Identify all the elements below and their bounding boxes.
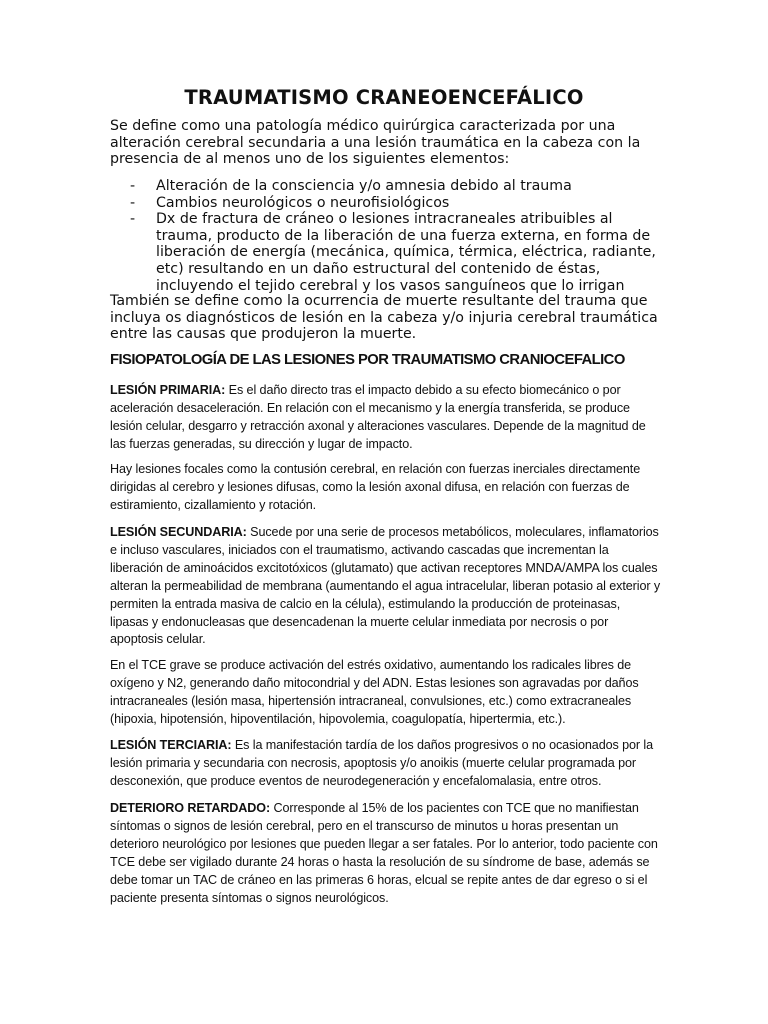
focal-lesions-paragraph: Hay lesiones focales como la contusión cerebral, en relación con fuerzas inerciales directamente dirigidas al cerebro y lesiones difusas, como la lesión axonal difusa, en relación con fuerzas de estiramiento, cizallamiento y rotación. (110, 462, 641, 512)
bullet-dash: - (130, 194, 136, 211)
list-item-text: Dx de fractura de cráneo o lesiones intracraneales atribuibles al trauma, producto de la liberación de una fuerza externa, en forma de liberación de energía (mecánica, química, térmica, eléctrica, radiante, etc) resultando en un daño estructural del contenido de éstas, incluyendo el tejido cerebral y los vasos sanguíneos que lo irrigan (156, 211, 656, 294)
primary-lesion-text: Es el daño directo tras el impacto debido a su efecto biomecánico o por aceleración desaceleración. En relación con el mecanismo y la energía transferida, se produce lesión celular, desgarro y retracción axonal y alteraciones vasculares. Depende de la magnitud de las fuerzas generadas, su dirección y lugar de impacto. (110, 383, 646, 451)
list-item-text: Alteración de la consciencia y/o amnesia debido al trauma (156, 178, 572, 194)
severe-tce-paragraph: En el TCE grave se produce activación del estrés oxidativo, aumentando los radicales libres de oxígeno y N2, generando daño mitocondrial y del ADN. Estas lesiones son agravadas por daños intracraneales (lesión masa, hipertensión intracraneal, convulsiones, etc.) como extracraneales (hipoxia, hipotensión, hipoventilación, hipovolemia, coagulopatía, hipertermia, etc.). (110, 658, 639, 726)
secondary-lesion-paragraph (110, 524, 662, 649)
section-heading: FISIOPATOLOGÍA DE LAS LESIONES POR TRAUMATISMO CRANIOCEFALICO (110, 352, 625, 368)
tertiary-lesion-label: LESIÓN TERCIARIA: (110, 738, 232, 752)
list-item (110, 178, 670, 195)
death-definition-paragraph: También se define como la ocurrencia de muerte resultante del trauma que incluya os diagnósticos de lesión en la cabeza y/o injuria cerebral traumática entre las causas que produjeron la muerte. (110, 293, 658, 343)
tertiary-lesion-text: Es la manifestación tardía de los daños progresivos o no ocasionados por la lesión primaria y secundaria con necrosis, apoptosis y/o anoikis (muerte celular programada por desconexión, que produce eventos de neurodegeneración y encefalomalasia, entre otros. (110, 738, 653, 788)
bullet-dash: - (130, 178, 136, 194)
document-title: TRAUMATISMO CRANEOENCEFÁLICO (184, 86, 584, 109)
list-item-text: Cambios neurológicos o neurofisiológicos (156, 194, 450, 211)
secondary-lesion-text: Sucede por una serie de procesos metabólicos, moleculares, inflamatorios e incluso vasculares, iniciados con el traumatismo, activando cascadas que incrementan la liberación de aminoácidos excitotóxicos (glutamato) que activan receptores MNDA/AMPA los cuales alteran la permeabilidad de membrana (aumentando el agua intracelular, liberan potasio al exterior y permiten la entrada masiva de calcio en la célula), estimulando la producción de proteinasas, lipasas y endonucleasas que desencadenan la muerte celular inmediata por necrosis o por apoptosis celular. (110, 525, 661, 647)
tertiary-lesion-paragraph (110, 737, 662, 791)
primary-lesion-paragraph (110, 382, 662, 454)
list-item (110, 211, 670, 294)
delayed-deterioration-label: DETERIORO RETARDADO: (110, 801, 271, 815)
bullet-dash: - (130, 211, 136, 228)
secondary-lesion-label: LESIÓN SECUNDARIA: (110, 525, 247, 539)
delayed-deterioration-paragraph (110, 800, 662, 907)
primary-lesion-label: LESIÓN PRIMARIA: (110, 383, 226, 397)
delayed-deterioration-text: Corresponde al 15% de los pacientes con TCE que no manifiestan síntomas o signos de lesión cerebral, pero en el transcurso de minutos u horas presentan un deterioro neurológico por lesiones que pueden llegar a ser fatales. Por lo anterior, todo paciente con TCE debe ser vigilado durante 24 horas o hasta la resolución de su síndrome de base, además se debe tomar un TAC de cráneo en las primeras 6 horas, elcual se repite antes de dar egreso o si el paciente presenta síntomas o signos neurológicos. (110, 801, 658, 905)
list-item (110, 195, 670, 212)
intro-paragraph: Se define como una patología médico quirúrgica caracterizada por una alteración cerebral secundaria a una lesión traumática en la cabeza con la presencia de al menos uno de los siguientes elementos: (110, 118, 641, 168)
criteria-list (110, 178, 670, 294)
